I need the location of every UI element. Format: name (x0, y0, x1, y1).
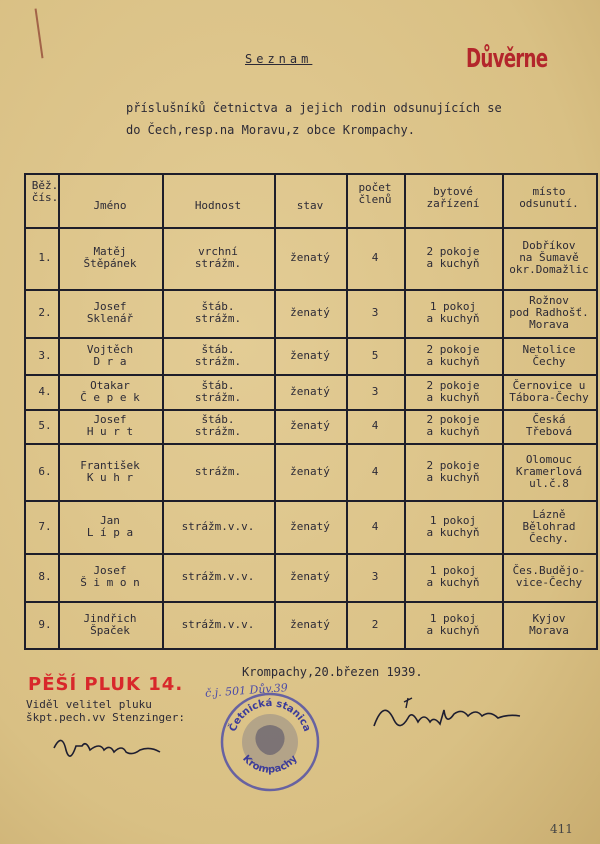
cell-housing1: 2 pokoje (426, 413, 480, 426)
header-name: Jméno (93, 199, 127, 212)
row-number (28, 386, 62, 398)
cell-num: 8. (38, 570, 52, 583)
cell-dest2: Tábora-Čechy (509, 390, 589, 404)
cell-members: 4 (371, 519, 379, 533)
header-members: počet členů (358, 181, 392, 206)
cell-dest2: Čechy (532, 354, 566, 368)
cell-num: 2. (38, 306, 52, 319)
row-rank (162, 466, 274, 478)
cell-members: 4 (371, 419, 379, 432)
row-status (274, 252, 346, 264)
cell-last: Sklenář (86, 312, 134, 325)
cell-last: H u r t (86, 425, 134, 438)
cell-rank1: vrchní (198, 245, 238, 258)
cell-rank1: strážm.v.v. (181, 570, 255, 583)
row-housing (404, 344, 502, 368)
row-status (274, 521, 346, 533)
row-destination (502, 380, 596, 404)
header-destination: místo odsunutí. (519, 185, 579, 210)
row-name (58, 515, 162, 539)
cell-first: Jan (100, 513, 120, 527)
cell-rank1: strážm. (194, 464, 242, 478)
row-name (58, 414, 162, 438)
cell-status: ženatý (290, 464, 330, 478)
header-housing: bytové zařízení (426, 185, 480, 210)
row-destination (502, 565, 596, 589)
cell-rank1: strážm.v.v. (181, 617, 255, 631)
cell-first: Josef (93, 564, 127, 577)
cell-num: 4. (38, 384, 52, 398)
cell-dest3: Čechy. (529, 531, 569, 545)
row-members (346, 619, 404, 631)
row-members (346, 521, 404, 533)
row-name (58, 613, 162, 637)
row-number (28, 307, 62, 319)
row-name (58, 460, 162, 484)
cell-dest2: na Šumavě (519, 251, 579, 264)
row-housing (404, 246, 502, 270)
cell-members: 3 (371, 570, 379, 583)
row-destination (502, 240, 596, 276)
row-number (28, 466, 62, 478)
cell-dest1: Čes.Budějo- (512, 564, 586, 577)
cell-housing1: 2 pokoje (426, 245, 480, 258)
row-housing (404, 380, 502, 404)
row-members (346, 350, 404, 362)
row-status (274, 420, 346, 432)
cell-status: ženatý (290, 617, 330, 631)
cell-housing1: 2 pokoje (426, 458, 480, 472)
cell-housing1: 1 pokoj (429, 513, 477, 527)
cell-housing1: 2 pokoje (426, 342, 480, 356)
row-destination (502, 613, 596, 637)
cell-members: 3 (371, 306, 379, 319)
commander-note-line-2: škpt.pech.vv Stenzinger: (26, 711, 185, 724)
cell-num: 1. (38, 251, 52, 264)
cell-dest3: okr.Domažlic (509, 263, 589, 276)
cell-housing1: 2 pokoje (426, 378, 480, 392)
cell-members: 4 (371, 464, 379, 478)
cell-first: Otakar (90, 378, 130, 392)
cell-status: ženatý (290, 306, 330, 319)
cell-dest1: Kyjov (532, 611, 566, 625)
cell-rank1: štáb. (201, 413, 235, 426)
row-status (274, 307, 346, 319)
commander-signature (48, 728, 178, 758)
page-number: 411 (550, 822, 573, 836)
cell-status: ženatý (290, 384, 330, 398)
seal-text-top: Četnická stanica (227, 697, 313, 734)
row-rank (162, 380, 274, 404)
row-housing (404, 515, 502, 539)
row-name (58, 301, 162, 325)
cell-housing2: a kuchyň (426, 312, 480, 325)
cell-rank1: štáb. (201, 378, 235, 392)
cell-rank2: strážm. (194, 425, 242, 438)
row-rank (162, 521, 274, 533)
row-number (28, 521, 62, 533)
row-housing (404, 565, 502, 589)
row-members (346, 420, 404, 432)
row-number (28, 420, 62, 432)
cell-last: Š i m o n (80, 576, 140, 589)
cell-dest2: pod Radhošť. (509, 306, 589, 319)
row-name (58, 565, 162, 589)
row-status (274, 619, 346, 631)
cell-dest1: Lázně (532, 507, 566, 521)
row-destination (502, 344, 596, 368)
row-members (346, 466, 404, 478)
cell-housing2: a kuchyň (426, 623, 480, 637)
cell-rank1: strážm.v.v. (181, 519, 255, 533)
cell-num: 5. (38, 419, 52, 432)
row-rank (162, 246, 274, 270)
row-members (346, 571, 404, 583)
row-name (58, 246, 162, 270)
cell-housing2: a kuchyň (426, 525, 480, 539)
row-rank (162, 344, 274, 368)
commander-note-line-1: Viděl velitel pluku (26, 698, 152, 711)
cell-housing1: 1 pokoj (429, 611, 477, 625)
cell-housing2: a kuchyň (426, 425, 480, 438)
cell-status: ženatý (290, 519, 330, 533)
gendarmerie-seal (218, 690, 322, 794)
row-status (274, 466, 346, 478)
row-housing (404, 301, 502, 325)
row-name (58, 380, 162, 404)
cell-last: D r a (93, 354, 127, 368)
row-name (58, 344, 162, 368)
row-status (274, 350, 346, 362)
place-and-date: Krompachy,20.březen 1939. (242, 665, 423, 679)
cell-dest2: Kramerlová (515, 464, 583, 478)
reference-number: č.j. 501 Dův.39 (204, 681, 289, 700)
document-title: Seznam (245, 52, 313, 66)
row-number (28, 350, 62, 362)
cell-num: 7. (38, 519, 52, 533)
cell-rank1: štáb. (201, 342, 235, 356)
row-number (28, 619, 62, 631)
cell-last: L í p a (86, 525, 134, 539)
cell-last: K u h r (86, 470, 134, 484)
cell-housing2: a kuchyň (426, 470, 480, 484)
row-destination (502, 414, 596, 438)
row-status (274, 571, 346, 583)
cell-dest1: Netolice (522, 342, 576, 356)
header-status: stav (296, 199, 324, 212)
row-members (346, 252, 404, 264)
cell-num: 6. (38, 464, 52, 478)
cell-first: Josef (93, 300, 127, 313)
cell-first: Vojtěch (86, 342, 134, 356)
cell-status: ženatý (290, 251, 330, 264)
row-rank (162, 301, 274, 325)
cell-members: 3 (371, 384, 379, 398)
row-members (346, 307, 404, 319)
subtitle-line-1: příslušníků četnictva a jejich rodin odsunujících se (126, 101, 502, 115)
cell-rank2: strážm. (194, 312, 242, 325)
confidential-stamp: Důvěrne (466, 44, 548, 74)
cell-rank2: strážm. (194, 354, 242, 368)
cell-members: 2 (371, 617, 379, 631)
header-num: Běž. čís. (31, 179, 59, 204)
row-number (28, 571, 62, 583)
cell-status: ženatý (290, 570, 330, 583)
cell-housing2: a kuchyň (426, 576, 480, 589)
cell-housing2: a kuchyň (426, 257, 480, 270)
regiment-stamp: PĚŠÍ PLUK 14. (28, 674, 184, 695)
row-rank (162, 571, 274, 583)
cell-status: ženatý (290, 419, 330, 432)
row-rank (162, 619, 274, 631)
header-rank: Hodnost (194, 199, 242, 212)
row-housing (404, 613, 502, 637)
cell-first: Jindřich (83, 611, 137, 625)
cell-first: Matěj (93, 245, 127, 258)
cell-housing2: a kuchyň (426, 390, 480, 404)
cell-dest1: Černovice u (512, 378, 586, 392)
row-destination (502, 295, 596, 331)
row-number (28, 252, 62, 264)
cell-housing2: a kuchyň (426, 354, 480, 368)
cell-last: Č e p e k (80, 390, 140, 404)
row-members (346, 386, 404, 398)
cell-rank1: štáb. (201, 300, 235, 313)
cell-rank2: strážm. (194, 390, 242, 404)
cell-num: 3. (38, 348, 52, 362)
cell-last: Špaček (90, 623, 130, 637)
cell-housing1: 1 pokoj (429, 564, 477, 577)
subtitle-line-2: do Čech,resp.na Moravu,z obce Krompachy. (126, 123, 415, 137)
cell-status: ženatý (290, 348, 330, 362)
cell-housing1: 1 pokoj (429, 300, 477, 313)
cell-dest2: vice-Čechy (515, 576, 583, 589)
row-housing (404, 460, 502, 484)
cell-dest1: Olomouc (525, 452, 573, 466)
cell-last: Štěpánek (83, 257, 137, 270)
margin-mark (35, 8, 50, 59)
seal-text-bottom: Krompachy (240, 753, 300, 776)
row-housing (404, 414, 502, 438)
row-rank (162, 414, 274, 438)
cell-dest2: Morava (529, 623, 569, 637)
row-destination (502, 454, 596, 490)
cell-rank2: strážm. (194, 257, 242, 270)
officer-signature (364, 690, 544, 740)
cell-dest1: Česká (532, 413, 566, 426)
cell-dest2: Bělohrad (522, 519, 576, 533)
cell-dest1: Rožnov (529, 294, 569, 307)
cell-dest3: Morava (529, 318, 569, 331)
cell-first: František (80, 458, 140, 472)
cell-first: Josef (93, 413, 127, 426)
row-status (274, 386, 346, 398)
cell-num: 9. (38, 617, 52, 631)
row-destination (502, 509, 596, 545)
cell-members: 4 (371, 251, 379, 264)
cell-dest3: ul.č.8 (529, 476, 569, 490)
cell-dest2: Třebová (525, 425, 573, 438)
cell-dest1: Dobříkov (522, 239, 576, 252)
cell-members: 5 (371, 348, 379, 362)
